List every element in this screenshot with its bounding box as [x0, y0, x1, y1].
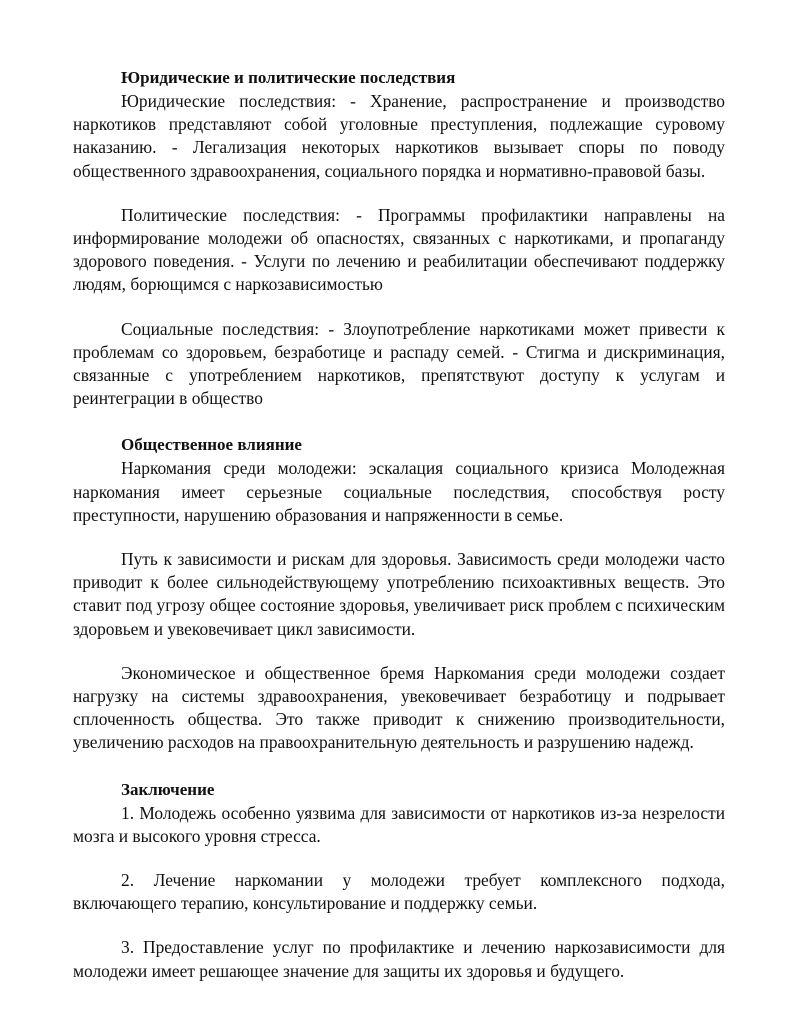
paragraph-spacer — [73, 527, 725, 548]
paragraph-spacer — [73, 641, 725, 662]
paragraph-youth-addiction: Наркомания среди молодежи: эскалация социального кризиса Молодежная наркомания имеет серьезные социальные последствия, способствуя росту преступности, нарушению образования и напряженности в семье. — [73, 458, 725, 525]
document-page — [73, 66, 725, 983]
section-heading-conclusion: Заключение — [121, 779, 215, 799]
paragraph-economic-burden: Экономическое и общественное бремя Наркомания среди молодежи создает нагрузку на системы здравоохранения, увековечивает безработицу и подрывает сплоченность общества. Это также приводит к снижению производительности, увеличению расходов на правоохранительную деятельность и разрушению надежд. — [73, 662, 725, 753]
paragraph-legal-consequences: Юридические последствия: - Хранение, распространение и производство наркотиков представляют собой уголовные преступления, подлежащие суровому наказанию. - Легализация некоторых наркотиков вызывает споры по поводу общественного здравоохранения, социального порядка и нормативно-правовой базы. — [73, 91, 725, 181]
paragraph-health-risks: Путь к зависимости и рискам для здоровья. Зависимость среди молодежи часто приводит к более сильнодействующему употреблению психоактивных веществ. Это ставит под угрозу общее состояние здоровья, увеличивает риск проблем с психическим здоровьем и увековечивает цикл зависимости. — [73, 549, 725, 639]
paragraph-spacer — [73, 183, 725, 204]
paragraph-spacer — [73, 297, 725, 318]
conclusion-item-3: 3. Предоставление услуг по профилактике и лечению наркозависимости для молодежи имеет решающее значение для защиты их здоровья и будущего. — [73, 937, 725, 981]
paragraph-spacer — [73, 848, 725, 869]
section-spacer — [73, 410, 725, 433]
paragraph-social-consequences: Социальные последствия: - Злоупотребление наркотиками может привести к проблемам со здоровьем, безработице и распаду семей. - Стигма и дискриминация, связанные с употреблением наркотиков, препятствуют доступу к услугам и реинтеграции в общество — [73, 318, 725, 409]
section-heading-public-impact: Общественное влияние — [121, 435, 302, 455]
paragraph-political-consequences: Политические последствия: - Программы профилактики направлены на информирование молодежи об опасностях, связанных с наркотиками, и пропаганду здорового поведения. - Услуги по лечению и реабилитации обеспечивают поддержку людям, борющимся с наркозависимостью — [73, 204, 725, 295]
paragraph-spacer — [73, 915, 725, 936]
section-heading-legal-political: Юридические и политические последствия — [121, 68, 456, 87]
conclusion-item-1: 1. Молодежь особенно уязвима для зависимости от наркотиков из-за незрелости мозга и высокого уровня стресса. — [73, 802, 725, 846]
conclusion-item-2: 2. Лечение наркомании у молодежи требует комплексного подхода, включающего терапию, консультирование и поддержку семьи. — [73, 870, 725, 914]
section-spacer — [73, 755, 725, 778]
